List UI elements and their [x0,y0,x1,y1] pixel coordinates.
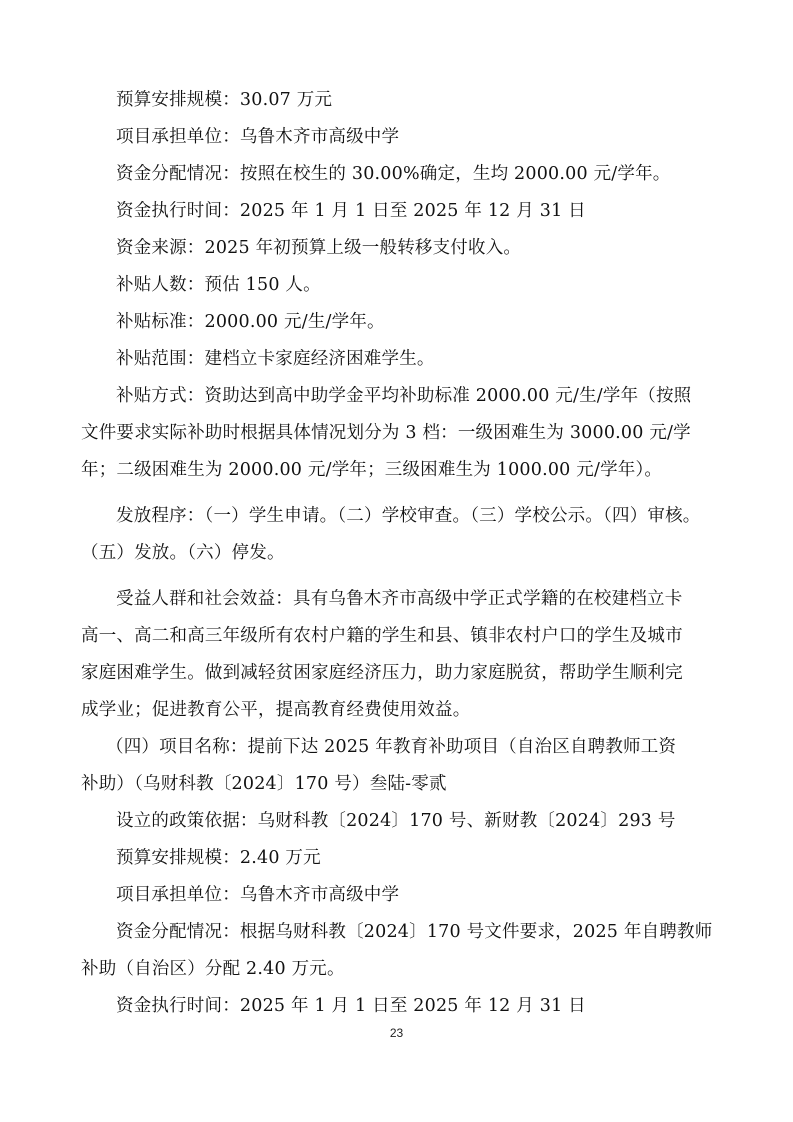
text-line: 文件要求实际补助时根据具体情况划分为 3 档：一级困难生为 3000.00 元/学 [81,423,691,443]
text-line: 补助（自治区）分配 2.40 万元。 [81,959,345,979]
text-line: 预算安排规模：2.40 万元 [116,848,321,868]
text-line: 补助）（乌财科教〔2024〕170 号）叁陆-零贰 [81,774,447,794]
page-number: 23 [389,1026,404,1040]
text-line: 成学业；促进教育公平，提高教育经费使用效益。 [81,700,471,720]
text-line: 家庭困难学生。做到减轻贫困家庭经济压力，助力家庭脱贫，帮助学生顺利完 [81,663,683,683]
text-line: 补贴人数：预估 150 人。 [116,275,321,295]
text-line: 资金执行时间：2025 年 1 月 1 日至 2025 年 12 月 31 日 [116,201,586,221]
text-line: （五）发放。（六）停发。 [81,543,285,563]
text-line: 补贴范围：建档立卡家庭经济困难学生。 [116,349,435,369]
text-line: 设立的政策依据：乌财科教〔2024〕170 号、新财教〔2024〕293 号 [116,811,676,831]
text-line: 年；二级困难生为 2000.00 元/学年；三级困难生为 1000.00 元/学年）。 [81,460,663,480]
text-line: 资金分配情况：按照在校生的 30.00%确定，生均 2000.00 元/学年。 [116,164,671,184]
text-line: 项目承担单位：乌鲁木齐市高级中学 [116,885,400,905]
text-line: 发放程序：（一）学生申请。（二）学校审查。（三）学校公示。（四）审核。 [116,506,701,526]
text-line: （四）项目名称：提前下达 2025 年教育补助项目（自治区自聘教师工资 [106,737,677,757]
text-line: 补贴方式：资助达到高中助学金平均补助标准 2000.00 元/生/学年（按照 [116,386,692,406]
text-line: 资金分配情况：根据乌财科教〔2024〕170 号文件要求，2025 年自聘教师 [116,922,713,942]
text-line: 资金执行时间：2025 年 1 月 1 日至 2025 年 12 月 31 日 [116,996,586,1016]
text-line: 补贴标准：2000.00 元/生/学年。 [116,312,385,332]
text-line: 高一、高二和高三年级所有农村户籍的学生和县、镇非农村户口的学生及城市 [81,626,683,646]
text-line: 项目承担单位：乌鲁木齐市高级中学 [116,127,400,147]
text-line: 受益人群和社会效益：具有乌鲁木齐市高级中学正式学籍的在校建档立卡 [116,589,683,609]
text-line: 资金来源：2025 年初预算上级一般转移支付收入。 [116,238,522,258]
text-line: 预算安排规模：30.07 万元 [116,90,333,110]
